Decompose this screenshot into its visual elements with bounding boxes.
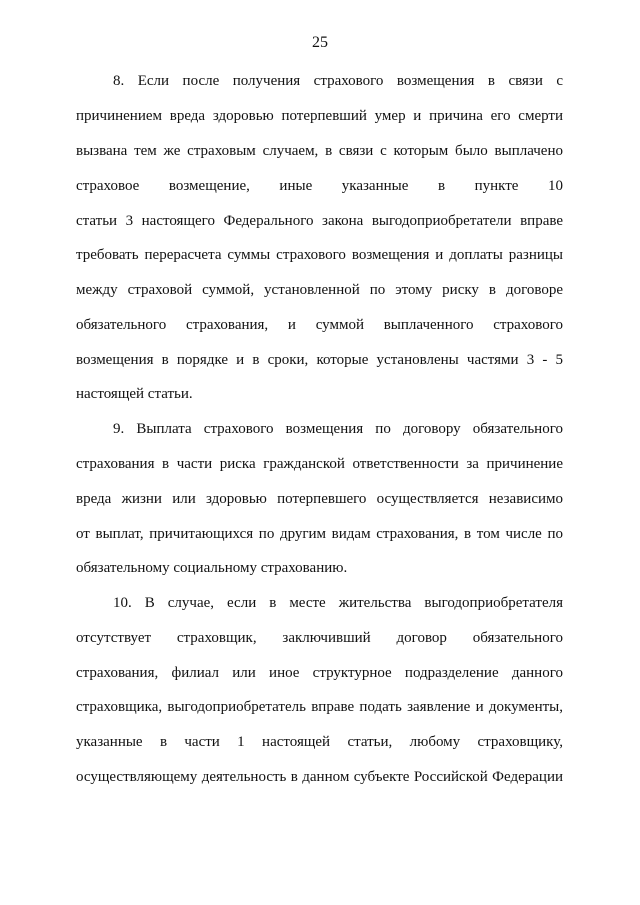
paragraph-8-line: вызвана тем же страховым случаем, в связи с которым было выплачено xyxy=(76,143,563,159)
paragraph-9-line: обязательному социальному страхованию. xyxy=(76,560,348,576)
paragraph-8-line: требовать перерасчета суммы страхового возмещения и доплаты разницы xyxy=(76,247,563,263)
paragraph-9-line: от выплат, причитающихся по другим видам страхования, в том числе по xyxy=(76,526,563,542)
paragraph-9-line: страхования в части риска гражданской ответственности за причинение xyxy=(76,456,563,472)
paragraph-8-line: 8. Если после получения страхового возмещения в связи с xyxy=(113,73,563,89)
paragraph-10-line: страхования, филиал или иное структурное подразделение данного xyxy=(76,665,563,681)
paragraph-10-line: 10. В случае, если в месте жительства выгодоприобретателя xyxy=(113,595,563,611)
paragraph-10-line: отсутствует страховщик, заключивший договор обязательного xyxy=(76,630,563,646)
paragraph-8-line: статьи 3 настоящего Федерального закона выгодоприобретатели вправе xyxy=(76,213,563,229)
paragraph-8-line: страховое возмещение, иные указанные в пункте 10 xyxy=(76,178,563,194)
page-number: 25 xyxy=(312,34,328,51)
paragraph-8-line: возмещения в порядке и в сроки, которые установлены частями 3 - 5 xyxy=(76,352,563,368)
paragraph-10-line: страховщика, выгодоприобретатель вправе подать заявление и документы, xyxy=(76,699,563,715)
paragraph-8-line: между страховой суммой, установленной по этому риску в договоре xyxy=(76,282,563,298)
paragraph-8-line: причинением вреда здоровью потерпевший умер и причина его смерти xyxy=(76,108,563,124)
paragraph-8-line: обязательного страхования, и суммой выплаченного страхового xyxy=(76,317,563,333)
paragraph-8-line: настоящей статьи. xyxy=(76,386,193,402)
paragraph-10-line: осуществляющему деятельность в данном субъекте Российской Федерации xyxy=(76,769,563,785)
paragraph-9-line: 9. Выплата страхового возмещения по договору обязательного xyxy=(113,421,563,437)
paragraph-9-line: вреда жизни или здоровью потерпевшего осуществляется независимо xyxy=(76,491,563,507)
paragraph-10-line: указанные в части 1 настоящей статьи, любому страховщику, xyxy=(76,734,563,750)
